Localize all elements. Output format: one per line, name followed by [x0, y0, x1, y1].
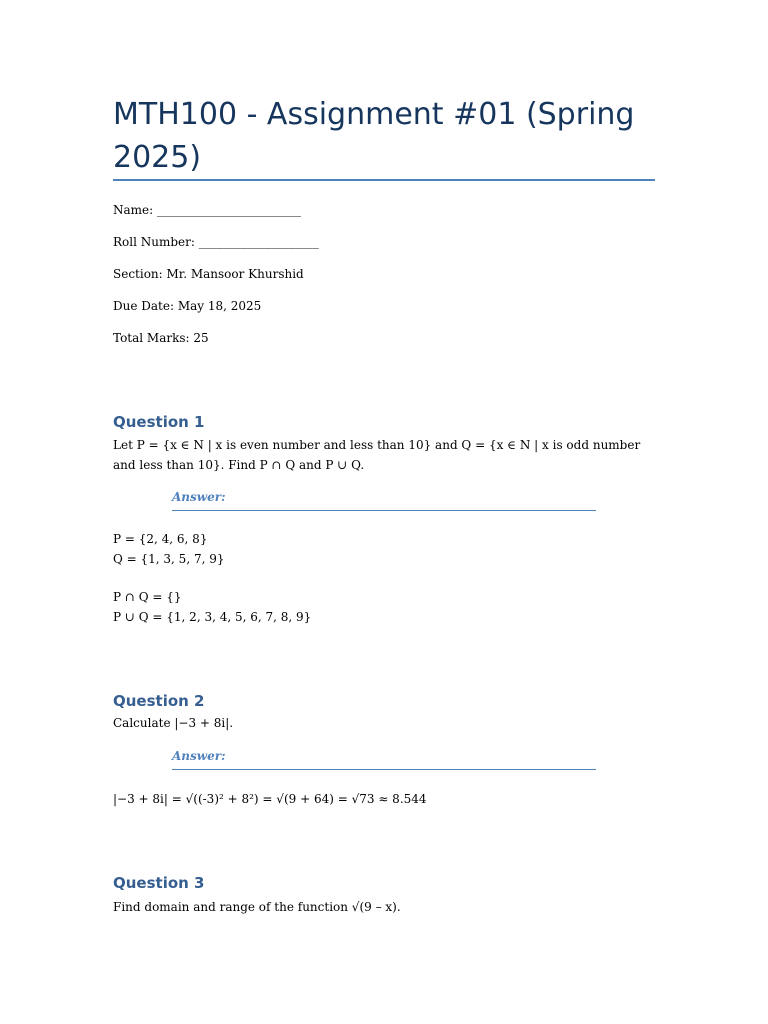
total-marks-field: Total Marks: 25	[113, 331, 209, 345]
question-1-answer-line: P ∩ Q = {}	[113, 590, 182, 604]
section-field: Section: Mr. Mansoor Khurshid	[113, 267, 304, 281]
question-3-text: Find domain and range of the function √(9 – x).	[113, 900, 401, 914]
question-2-answer-line: |−3 + 8i| = √((-3)² + 8²) = √(9 + 64) = √73 ≈ 8.544	[113, 792, 427, 806]
roll-number-field: Roll Number: ____________________	[113, 235, 319, 249]
title-underline	[113, 179, 655, 181]
question-1-text: Let P = {x ∈ N | x is even number and less than 10} and Q = {x ∈ N | x is odd number and less than 10}. Find P ∩ Q and P ∪ Q.	[113, 438, 641, 472]
due-date-field: Due Date: May 18, 2025	[113, 299, 262, 313]
question-1-answer-line: Q = {1, 3, 5, 7, 9}	[113, 552, 225, 566]
question-1-answer-label: Answer:	[172, 490, 226, 504]
name-field: Name: ________________________	[113, 203, 301, 217]
question-3-heading: Question 3	[113, 874, 205, 892]
question-1-answer-line: P = {2, 4, 6, 8}	[113, 532, 208, 546]
page-title: MTH100 - Assignment #01 (Spring 2025)	[113, 97, 635, 175]
question-2-heading: Question 2	[113, 692, 205, 710]
question-2-answer-label: Answer:	[172, 749, 226, 763]
question-1-heading: Question 1	[113, 413, 205, 431]
question-2-answer-rule	[172, 769, 596, 770]
question-2-text: Calculate |−3 + 8i|.	[113, 716, 234, 730]
question-1-answer-line: P ∪ Q = {1, 2, 3, 4, 5, 6, 7, 8, 9}	[113, 610, 312, 624]
question-1-answer-rule	[172, 510, 596, 511]
